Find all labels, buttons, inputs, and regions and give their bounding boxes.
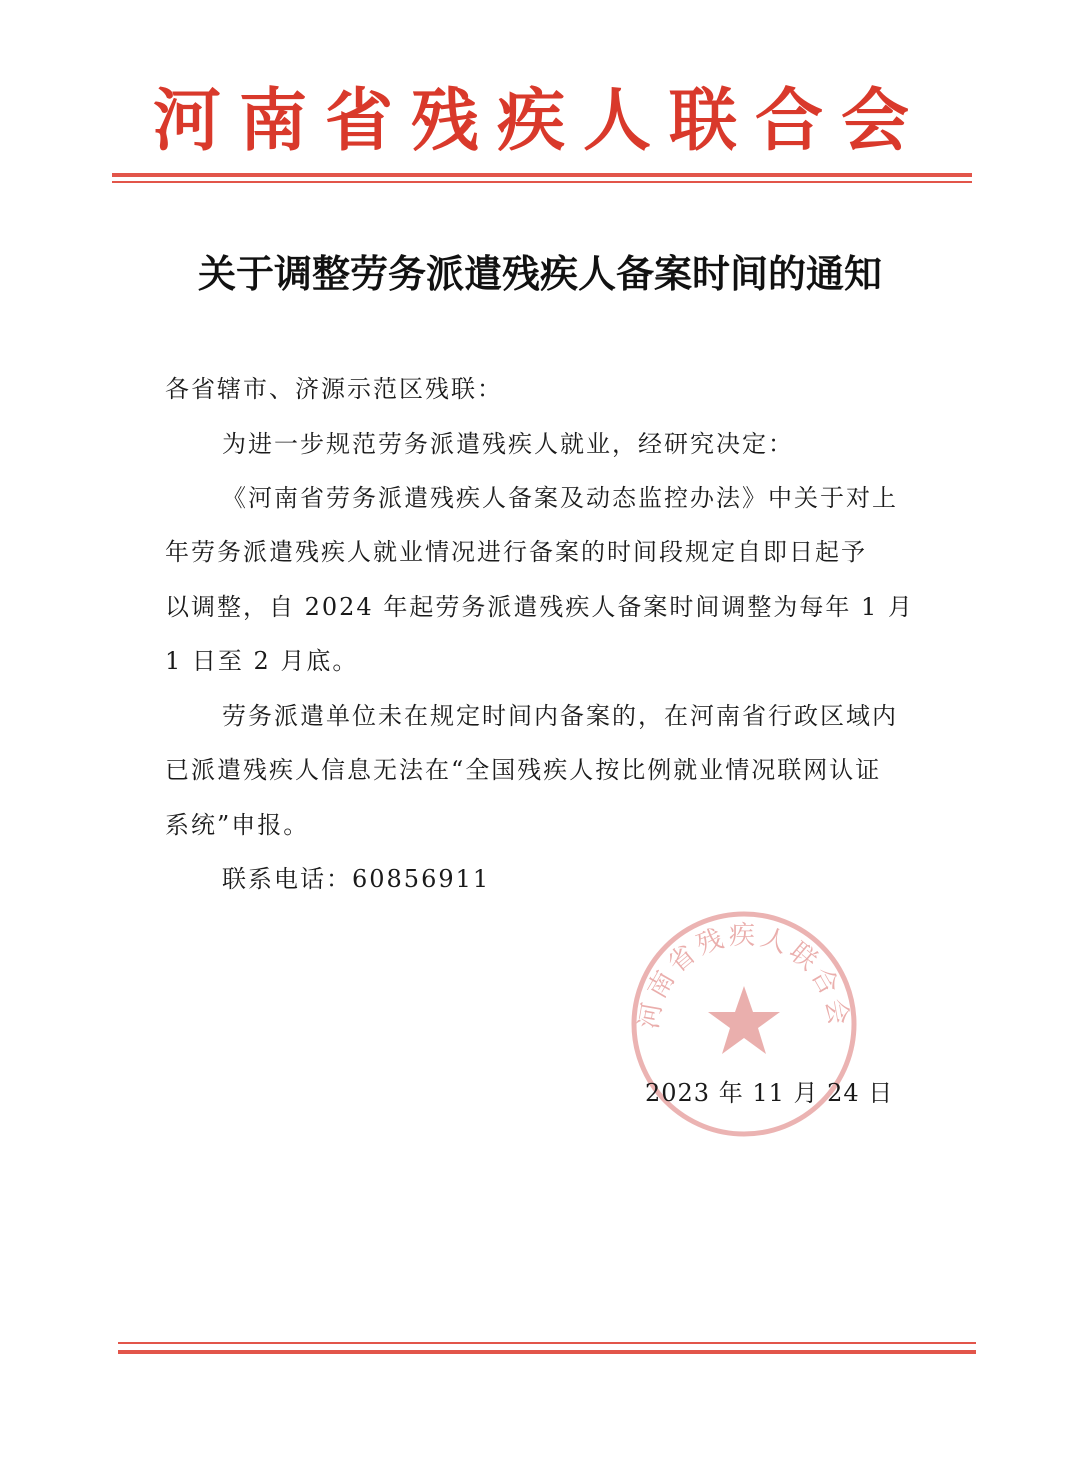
recipient-line: 各省辖市、济源示范区残联： (165, 375, 503, 403)
header-rule-thick (112, 173, 972, 177)
header-rule-thin (112, 181, 972, 183)
paragraph-adjustment-line-3: 以调整，自 2024 年起劳务派遣残疾人备案时间调整为每年 1 月 (165, 593, 914, 621)
seal-text: 河南省残疾人联合会 (634, 921, 854, 1032)
document-title: 关于调整劳务派遣残疾人备案时间的通知 (197, 251, 882, 296)
organization-header: 河南省残疾人联合会 (152, 82, 927, 161)
footer-rule-thick (118, 1350, 976, 1354)
paragraph-adjustment-line-4: 1 日至 2 月底。 (165, 647, 359, 675)
contact-phone: 联系电话：60856911 (222, 865, 491, 893)
paragraph-decision: 为进一步规范劳务派遣残疾人就业，经研究决定： (222, 430, 794, 458)
paragraph-adjustment-line-1: 《河南省劳务派遣残疾人备案及动态监控办法》中关于对上 (222, 484, 898, 512)
footer-rule-thin (118, 1342, 976, 1344)
paragraph-consequence-line-1: 劳务派遣单位未在规定时间内备案的，在河南省行政区域内 (222, 702, 898, 730)
paragraph-consequence-line-2: 已派遣残疾人信息无法在“全国残疾人按比例就业情况联网认证 (165, 756, 882, 784)
seal-star-icon (708, 986, 780, 1054)
paragraph-adjustment-line-2: 年劳务派遣残疾人就业情况进行备案的时间段规定自即日起予 (165, 538, 867, 566)
issue-date: 2023 年 11 月 24 日 (645, 1079, 894, 1107)
paragraph-consequence-line-3: 系统”申报。 (165, 811, 310, 839)
